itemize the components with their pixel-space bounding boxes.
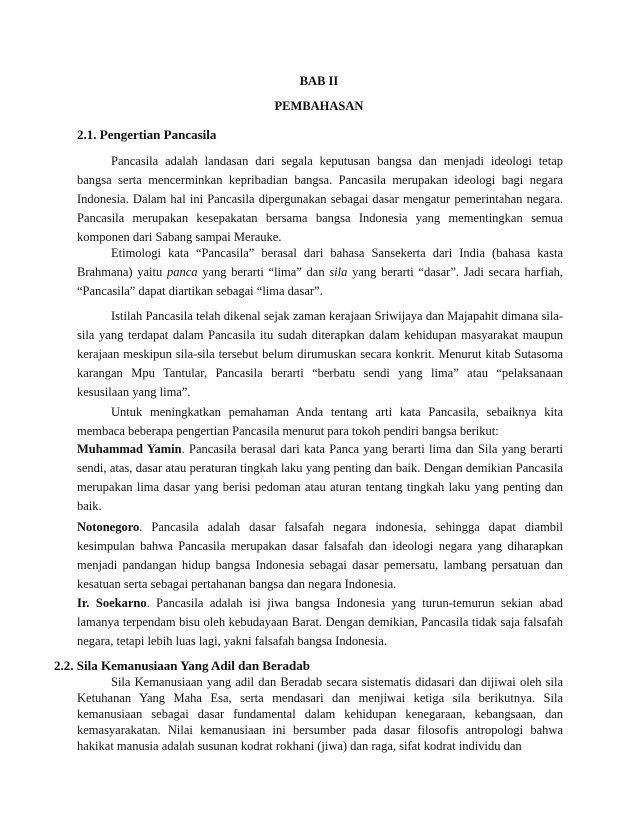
etymology-text-a: Etimologi kata “Pancasila” berasal dari bahasa Sansekerta dari India (bahasa kasta Brahmana) yaitu xyxy=(77,246,563,279)
quote-notonegoro xyxy=(77,518,563,594)
paragraph-etymology xyxy=(77,244,563,301)
quote-author: Notonegoro xyxy=(77,520,140,534)
quote-text: . Pancasila adalah dasar falsafah negara indonesia, sehingga dapat diambil kesimpulan bahwa Pancasila merupakan dasar falsafah dan ideologi negara yang diharapkan menjadi pandangan hidup bangsa Indonesia sebagai dasar pemersatu, lambang persatuan dan kesatuan serta sebagai pertahanan bangsa dan negara Indonesia. xyxy=(77,520,563,591)
term-sila: sila xyxy=(329,265,348,279)
etymology-text-c: yang berarti “dasar”. Jadi secara harfiah, “Pancasila” dapat diartikan sebagai “lima dasar”. xyxy=(77,265,563,298)
quote-text: . Pancasila berasal dari kata Panca yang berarti lima dan Sila yang berarti sendi, atas, dasar atau peraturan tingkah laku yang penting dan baik. Dengan demikian Pancasila merupakan lima dasar yang berisi pedoman atau aturan tentang tingkah laku yang penting dan baik. xyxy=(77,442,563,513)
paragraph-definition: Pancasila adalah landasan dari segala keputusan bangsa dan menjadi ideologi tetap bangsa serta mencerminkan kepribadian bangsa. Pancasila merupakan ideologi bagi negara Indonesia. Dalam hal ini Pancasila dipergunakan sebagai dasar mengatur pemerintahan negara. Pancasila merupakan kesepakatan bersama bangsa Indonesia yang mementingkan semua komponen dari Sabang sampai Merauke. xyxy=(77,154,563,244)
quote-author: Muhammad Yamin xyxy=(77,442,182,456)
chapter-number: BAB II xyxy=(299,74,339,88)
quote-muhammad-yamin xyxy=(77,440,563,516)
paragraph-history: Istilah Pancasila telah dikenal sejak zaman kerajaan Sriwijaya dan Majapahit dimana sila-sila yang terdapat dalam Pancasila itu sudah diterapkan dalam kehidupan masyarakat maupun kerajaan meskipun sila-sila tersebut belum dirumuskan secara konkrit. Menurut kitab Sutasoma karangan Mpu Tantular, Pancasila berarti “berbatu sendi yang lima” atau “pelaksanaan kesusilaan yang lima”. xyxy=(77,309,563,399)
quote-text: . Pancasila adalah isi jiwa bangsa Indonesia yang turun-temurun sekian abad lamanya terpendam bisu oleh kebudayaan Barat. Dengan demikian, Pancasila tidak saja falsafah negara, tetapi lebih luas lagi, yakni falsafah bangsa Indonesia. xyxy=(77,596,563,648)
quote-soekarno xyxy=(77,594,563,651)
paragraph-intro-quotes: Untuk meningkatkan pemahaman Anda tentang arti kata Pancasila, sebaiknya kita membaca beberapa pengertian Pancasila menurut para tokoh pendiri bangsa berikut: xyxy=(77,405,563,438)
term-panca: panca xyxy=(166,265,198,279)
section-title-kemanusiaan: 2.2. Sila Kemanusiaan Yang Adil dan Beradab xyxy=(54,658,310,673)
section-title-pengertian: 2.1. Pengertian Pancasila xyxy=(77,127,217,142)
etymology-text-b: yang berarti “lima” dan xyxy=(197,265,330,279)
chapter-title: PEMBAHASAN xyxy=(274,99,364,113)
quote-author: Ir. Soekarno xyxy=(77,596,147,610)
paragraph-kemanusiaan: Sila Kemanusiaan yang adil dan Beradab secara sistematis didasari dan dijiwai oleh sila Ketuhanan Yang Maha Esa, serta mendasari dan menjiwai ketiga sila berikutnya. Sila kemanusiaan sebagai dasar fundamental dalam kehidupan kenegaraan, kebangsaan, dan kemasyarakatan. Nilai kemanusiaan ini bersumber pada dasar filosofis antropologi bahwa hakikat manusia adalah susunan kodrat rokhani (jiwa) dan raga, sifat kodrat individu dan xyxy=(77,675,563,753)
